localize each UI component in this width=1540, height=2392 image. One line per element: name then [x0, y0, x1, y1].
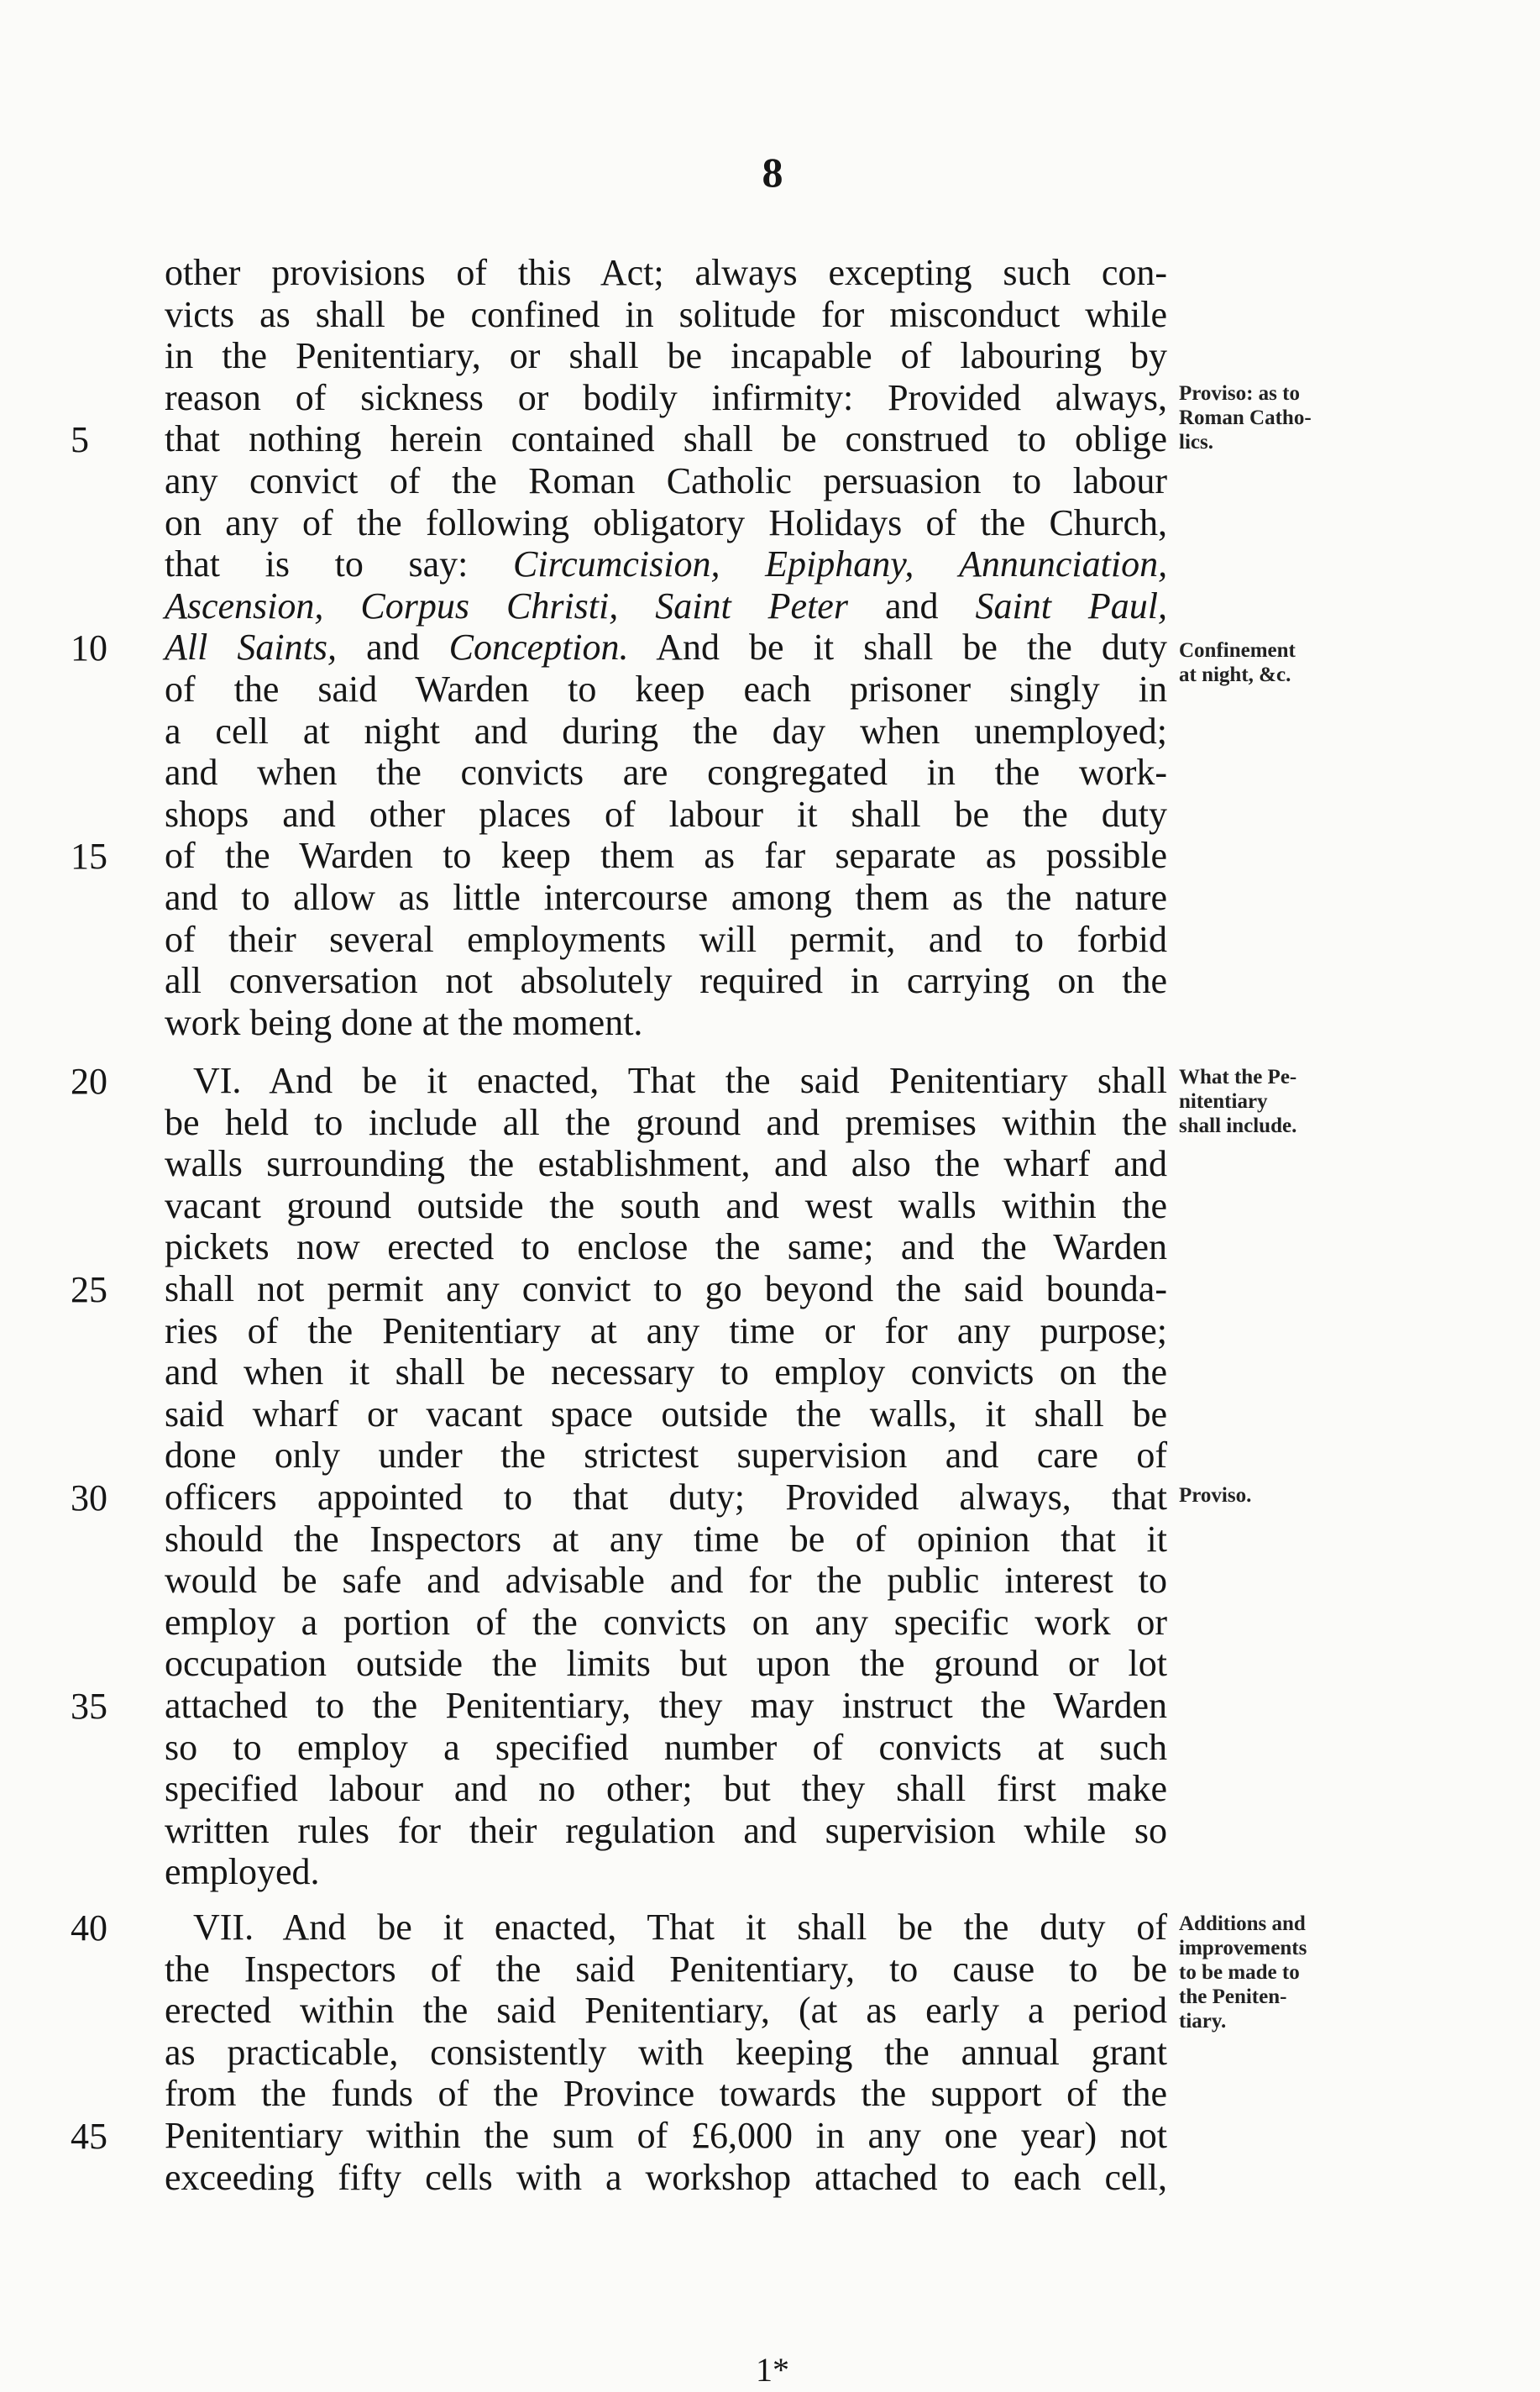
text-line — [165, 1519, 1167, 1561]
text-line — [165, 1602, 1167, 1644]
line-number: 35 — [71, 1685, 107, 1727]
text-line — [165, 543, 1167, 585]
line-text: and when it shall be necessary to employ convicts on the — [165, 1351, 1167, 1393]
line-text: occupation outside the limits but upon the ground or lot — [165, 1643, 1167, 1685]
line-number: 30 — [71, 1477, 107, 1519]
line-text: and to allow as little intercourse among them as the nature — [165, 876, 1167, 918]
text-line — [71, 1060, 1167, 1102]
line-text: exceeding fifty cells with a workshop attached to each cell, — [165, 2156, 1167, 2198]
line-text: the Inspectors of the said Penitentiary, to cause to be — [165, 1948, 1167, 1990]
margin-note-proviso: Proviso. — [1179, 1484, 1252, 1507]
text-line — [165, 2073, 1167, 2115]
text-line — [165, 1226, 1167, 1268]
text-line — [165, 794, 1167, 836]
text-line — [165, 2032, 1167, 2074]
line-number: 15 — [71, 836, 107, 878]
text-line — [165, 1002, 1167, 1044]
line-text: all conversation not absolutely required in carrying on the — [165, 960, 1167, 1002]
text-line — [165, 1393, 1167, 1435]
text-line — [165, 377, 1167, 419]
text-line — [71, 1907, 1167, 1949]
line-number: 20 — [71, 1061, 107, 1102]
text-line — [165, 1643, 1167, 1685]
line-text: officers appointed to that duty; Provided always, that — [165, 1476, 1167, 1518]
text-line — [165, 1851, 1167, 1893]
text-line — [165, 711, 1167, 753]
line-text: attached to the Penitentiary, they may instruct the Warden — [165, 1684, 1167, 1726]
line-text: Penitentiary within the sum of £6,000 in any one year) not — [165, 2114, 1167, 2156]
line-text: shops and other places of labour it shall be the duty — [165, 793, 1167, 835]
folio-signature: 1* — [756, 2351, 789, 2389]
margin-note-what-penitentiary-includes: What the Pe- nitentiary shall include. — [1179, 1066, 1297, 1137]
line-text: from the funds of the Province towards the support of the — [165, 2073, 1167, 2115]
margin-note-confinement-at-night: Confinement at night, &c. — [1179, 639, 1296, 686]
text-line — [165, 1351, 1167, 1393]
line-text: All Saints, and Conception. And be it shall be the duty — [165, 627, 1168, 669]
line-text: erected within the said Penitentiary, (at as early a period — [165, 1990, 1167, 2032]
line-text: any convict of the Roman Catholic persuasion to labour — [165, 459, 1167, 501]
line-text: a cell at night and during the day when unemployed; — [165, 710, 1167, 752]
text-line — [165, 502, 1167, 544]
line-number: 40 — [71, 1907, 107, 1949]
text-line — [165, 1949, 1167, 1991]
text-line — [71, 1476, 1167, 1519]
line-number: 5 — [71, 419, 89, 461]
text-line — [165, 1185, 1167, 1227]
paragraph-section-vi — [71, 1060, 1167, 1893]
text-line — [165, 252, 1167, 294]
text-line — [165, 2157, 1167, 2199]
line-text: and when the convicts are congregated in the work- — [165, 752, 1167, 794]
line-text: VII. And be it enacted, That it shall be the duty of — [193, 1907, 1167, 1948]
margin-note-additions-improvements: Additions and improvements to be made to the Peniten- tiary. — [1179, 1912, 1307, 2033]
line-text: in the Penitentiary, or shall be incapable of labouring by — [165, 335, 1167, 377]
page-number: 8 — [762, 149, 783, 196]
line-text: ries of the Penitentiary at any time or for any purpose; — [165, 1309, 1167, 1351]
text-line — [165, 1768, 1167, 1810]
text-line — [165, 1990, 1167, 2032]
line-text: shall not permit any convict to go beyond the said bounda- — [165, 1267, 1167, 1309]
paragraph-section-vii — [71, 1907, 1167, 2198]
text-line — [165, 1560, 1167, 1602]
margin-note-proviso-roman-catholics: Proviso: as to Roman Catho- lics. — [1179, 382, 1312, 454]
text-line — [165, 960, 1167, 1002]
line-text: of the said Warden to keep each prisoner singly in — [165, 668, 1167, 710]
line-text: written rules for their regulation and supervision while so — [165, 1809, 1167, 1851]
line-text: of the Warden to keep them as far separate as possible — [165, 835, 1167, 877]
line-text: Ascension, Corpus Christi, Saint Peter and Saint Paul, — [165, 585, 1168, 627]
line-text: said wharf or vacant space outside the walls, it shall be — [165, 1393, 1167, 1435]
line-text: other provisions of this Act; always excepting such con- — [165, 252, 1167, 293]
line-text: vacant ground outside the south and west walls within the — [165, 1184, 1167, 1226]
line-text: work being done at the moment. — [165, 1001, 643, 1043]
line-number: 45 — [71, 2115, 107, 2157]
text-line — [165, 1727, 1167, 1769]
text-line — [165, 877, 1167, 919]
text-line — [165, 1310, 1167, 1352]
line-text: reason of sickness or bodily infirmity: Provided always, — [165, 376, 1167, 418]
text-line — [71, 1684, 1167, 1727]
line-text: of their several employments will permit, and to forbid — [165, 918, 1167, 960]
line-text: VI. And be it enacted, That the said Penitentiary shall — [193, 1060, 1167, 1101]
text-line — [165, 294, 1167, 336]
line-number: 10 — [71, 627, 107, 669]
line-text: as practicable, consistently with keeping the annual grant — [165, 2031, 1167, 2073]
text-line — [165, 1102, 1167, 1144]
line-text: walls surrounding the establishment, and also the wharf and — [165, 1143, 1167, 1185]
line-text: should the Inspectors at any time be of opinion that it — [165, 1518, 1167, 1560]
line-text: that is to say: Circumcision, Epiphany, Annunciation, — [165, 543, 1168, 585]
line-text: pickets now erected to enclose the same; and the Warden — [165, 1226, 1167, 1268]
text-line — [71, 2114, 1167, 2157]
text-line — [71, 1267, 1167, 1310]
line-text: would be safe and advisable and for the public interest to — [165, 1560, 1167, 1602]
text-line — [165, 752, 1167, 794]
line-text: specified labour and no other; but they shall first make — [165, 1768, 1167, 1810]
paragraph-continuation — [71, 252, 1168, 1043]
line-text: victs as shall be confined in solitude for misconduct while — [165, 293, 1167, 335]
line-text: that nothing herein contained shall be construed to oblige — [165, 418, 1167, 460]
text-line — [165, 1143, 1167, 1185]
text-line — [71, 418, 1167, 461]
text-line — [165, 460, 1167, 502]
text-line — [165, 919, 1167, 961]
line-text: be held to include all the ground and premises within the — [165, 1101, 1167, 1143]
line-text: done only under the strictest supervision and care of — [165, 1435, 1167, 1477]
text-line — [165, 585, 1167, 627]
line-number: 25 — [71, 1268, 107, 1310]
text-line — [165, 669, 1167, 711]
text-line — [71, 835, 1167, 878]
text-line — [165, 1810, 1167, 1852]
text-line — [165, 1435, 1167, 1477]
text-line — [71, 627, 1168, 669]
line-text: employ a portion of the convicts on any specific work or — [165, 1601, 1167, 1643]
text-line — [165, 335, 1167, 377]
line-text: on any of the following obligatory Holidays of the Church, — [165, 501, 1167, 543]
line-text: employed. — [165, 1851, 320, 1893]
line-text: so to employ a specified number of convicts at such — [165, 1726, 1167, 1768]
